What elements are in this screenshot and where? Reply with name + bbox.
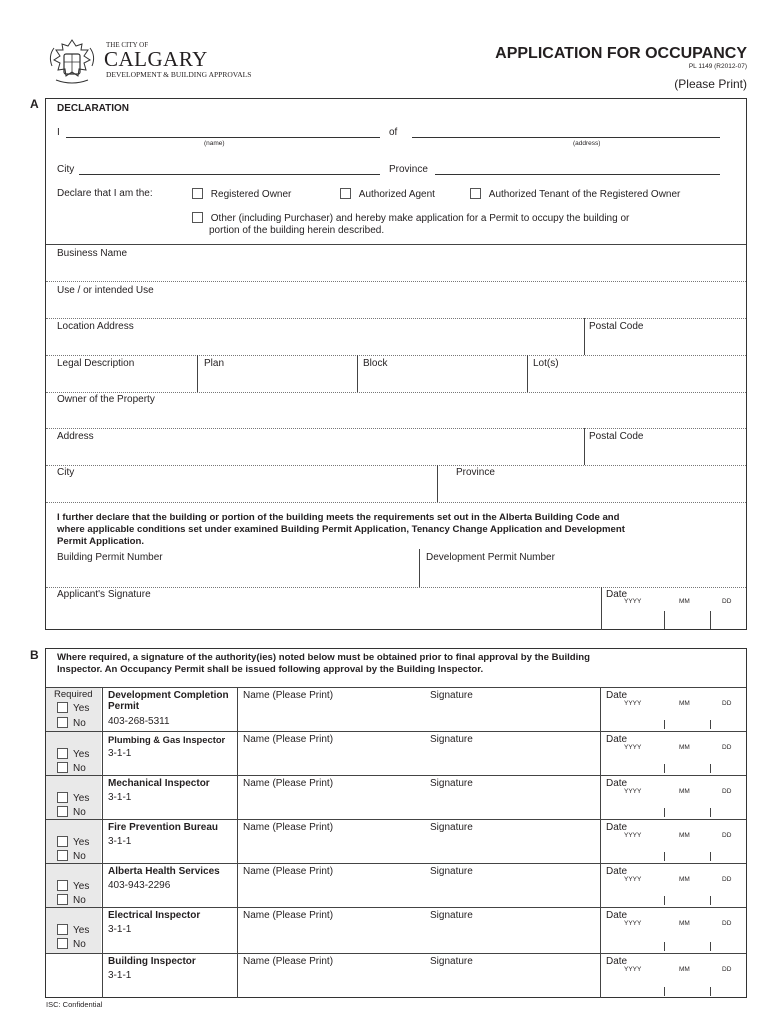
date-separator	[664, 852, 665, 861]
yes-checkbox[interactable]	[57, 880, 68, 891]
yyyy-caption: YYYY	[624, 966, 642, 973]
divider	[46, 428, 746, 429]
inspector-name-field[interactable]: Name (Please Print)	[243, 822, 334, 833]
city-of-label: THE CITY OF	[106, 41, 149, 49]
required-yes-option[interactable]	[57, 792, 89, 804]
required-no-option[interactable]	[57, 806, 86, 818]
authority-phone: 3-1-1	[108, 970, 132, 981]
city-label: City	[57, 164, 75, 175]
required-yes-option[interactable]	[57, 924, 89, 936]
legal-description-label: Legal Description	[57, 358, 135, 369]
form-title: APPLICATION FOR OCCUPANCY	[495, 45, 747, 62]
yes-label: Yes	[73, 793, 90, 804]
approval-date-field[interactable]: Date	[606, 866, 628, 877]
yes-label: Yes	[73, 925, 90, 936]
authority-phone: 3-1-1	[108, 836, 132, 847]
divider	[46, 465, 746, 466]
divider	[46, 392, 746, 393]
no-checkbox[interactable]	[57, 894, 68, 905]
location-postal-code-field[interactable]: Postal Code	[589, 321, 644, 332]
authorized-tenant-label: Authorized Tenant of the Registered Owner	[488, 189, 681, 200]
authorized-tenant-checkbox[interactable]	[470, 188, 481, 199]
plan-field[interactable]: Plan	[204, 358, 225, 369]
authority-name: Building Inspector	[108, 956, 196, 967]
other-checkbox[interactable]	[192, 212, 203, 223]
no-label: No	[73, 718, 86, 729]
applicant-address-field[interactable]	[412, 137, 720, 138]
no-label: No	[73, 939, 86, 950]
authority-phone: 403-943-2296	[108, 880, 171, 891]
owner-province-field[interactable]: Province	[456, 467, 495, 478]
divider	[46, 502, 746, 503]
authority-intro-line-1: Where required, a signature of the authority(ies) noted below must be obtained prior to final approval by the Building	[57, 652, 591, 663]
divider	[419, 549, 420, 587]
dd-caption: DD	[722, 920, 732, 927]
date-separator	[664, 896, 665, 905]
date-separator	[664, 942, 665, 951]
divider	[357, 355, 358, 392]
yes-checkbox[interactable]	[57, 792, 68, 803]
further-declaration-line-2: where applicable conditions set under examined Building Permit Application, Tenancy Change Application and Development	[57, 524, 625, 535]
no-checkbox[interactable]	[57, 806, 68, 817]
required-yes-option[interactable]	[57, 836, 89, 848]
authority-name: Mechanical Inspector	[108, 778, 210, 789]
yes-label: Yes	[73, 703, 90, 714]
yyyy-caption: YYYY	[624, 700, 642, 707]
department-name: DEVELOPMENT & BUILDING APPROVALS	[106, 70, 252, 79]
declaration-heading: DECLARATION	[57, 103, 130, 114]
applicant-city-field[interactable]	[79, 174, 380, 175]
inspector-name-field[interactable]: Name (Please Print)	[243, 956, 334, 967]
authority-row	[46, 863, 746, 907]
dd-caption: DD	[722, 788, 732, 795]
other-label-line-1: Other (including Purchaser) and hereby make application for a Permit to occupy the building or	[210, 213, 630, 224]
further-declaration-line-1: I further declare that the building or portion of the building meets the requirements set out in the Alberta Building Code and	[57, 512, 620, 523]
divider	[46, 318, 746, 319]
inspector-signature-field[interactable]: Signature	[430, 822, 473, 833]
mm-caption: MM	[679, 788, 690, 795]
applicant-name-field[interactable]	[66, 137, 380, 138]
date-separator	[710, 987, 711, 996]
authority-phone: 403-268-5311	[108, 716, 170, 727]
date-separator	[664, 611, 665, 629]
property-owner-field[interactable]: Owner of the Property	[57, 394, 155, 405]
authorized-agent-checkbox[interactable]	[340, 188, 351, 199]
block-field[interactable]: Block	[363, 358, 388, 369]
further-declaration-line-3: Permit Application.	[57, 536, 145, 547]
approval-date-field[interactable]: Date	[606, 690, 628, 701]
section-b	[45, 648, 747, 998]
required-yes-option[interactable]	[57, 702, 89, 714]
business-name-field[interactable]: Business Name	[57, 248, 128, 259]
intended-use-field[interactable]: Use / or intended Use	[57, 285, 154, 296]
no-checkbox[interactable]	[57, 717, 68, 728]
divider	[527, 355, 528, 392]
yyyy-caption: YYYY	[624, 788, 642, 795]
other-option[interactable]	[192, 212, 629, 224]
building-permit-number-field[interactable]: Building Permit Number	[57, 552, 163, 563]
authority-row	[46, 731, 746, 775]
date-separator	[664, 808, 665, 817]
inspector-name-field[interactable]: Name (Please Print)	[243, 778, 334, 789]
owner-address-field[interactable]: Address	[57, 431, 94, 442]
date-separator	[710, 852, 711, 861]
mm-caption: MM	[679, 966, 690, 973]
no-label: No	[73, 807, 86, 818]
address-caption: (address)	[573, 140, 601, 147]
inspector-name-field[interactable]: Name (Please Print)	[243, 690, 334, 701]
required-header: Required	[54, 689, 93, 700]
inspector-signature-field[interactable]: Signature	[430, 690, 473, 701]
inspector-signature-field[interactable]: Signature	[430, 866, 473, 877]
inspector-name-field[interactable]: Name (Please Print)	[243, 866, 334, 877]
date-dd-caption: DD	[722, 598, 732, 605]
section-a	[45, 98, 747, 630]
divider	[584, 428, 585, 465]
yyyy-caption: YYYY	[624, 832, 642, 839]
yes-checkbox[interactable]	[57, 924, 68, 935]
date-separator	[664, 764, 665, 773]
signature-date-label: Date	[606, 589, 628, 600]
section-a-letter: A	[30, 97, 39, 111]
no-checkbox[interactable]	[57, 762, 68, 773]
dd-caption: DD	[722, 744, 732, 751]
authority-name: Electrical Inspector	[108, 910, 201, 921]
yes-checkbox[interactable]	[57, 702, 68, 713]
authority-row	[46, 687, 746, 731]
dd-caption: DD	[722, 966, 732, 973]
yyyy-caption: YYYY	[624, 876, 642, 883]
applicant-signature-field[interactable]: Applicant's Signature	[57, 589, 151, 600]
registered-owner-option[interactable]	[192, 188, 291, 200]
yes-checkbox[interactable]	[57, 748, 68, 759]
declare-label: Declare that I am the:	[57, 188, 153, 199]
dd-caption: DD	[722, 876, 732, 883]
authority-phone: 3-1-1	[108, 748, 132, 759]
no-label: No	[73, 895, 86, 906]
inspector-name-field[interactable]: Name (Please Print)	[243, 734, 334, 745]
inspector-signature-field[interactable]: Signature	[430, 956, 473, 967]
authority-name: Alberta Health Services	[108, 866, 220, 877]
mm-caption: MM	[679, 744, 690, 751]
divider	[46, 281, 746, 282]
dd-caption: DD	[722, 700, 732, 707]
approval-date-field[interactable]: Date	[606, 910, 628, 921]
development-permit-number-field[interactable]: Development Permit Number	[426, 552, 555, 563]
registered-owner-checkbox[interactable]	[192, 188, 203, 199]
approval-date-field[interactable]: Date	[606, 956, 628, 967]
authority-intro-line-2: Inspector. An Occupancy Permit shall be issued following approval by the Building Inspector.	[57, 664, 484, 675]
authority-phone: 3-1-1	[108, 924, 132, 935]
divider	[437, 465, 438, 502]
no-label: No	[73, 851, 86, 862]
other-label-line-2: portion of the building herein described.	[209, 225, 385, 236]
date-separator	[710, 720, 711, 729]
authority-row	[46, 953, 746, 998]
authorized-tenant-option[interactable]	[470, 188, 680, 200]
divider	[46, 355, 746, 356]
required-yes-option[interactable]	[57, 748, 89, 760]
required-no-option[interactable]	[57, 762, 86, 774]
divider	[46, 587, 746, 588]
no-label: No	[73, 763, 86, 774]
registered-owner-label: Registered Owner	[210, 189, 292, 200]
inspector-signature-field[interactable]: Signature	[430, 734, 473, 745]
authority-name: Development Completion	[108, 690, 229, 701]
date-separator	[710, 764, 711, 773]
required-no-option[interactable]	[57, 938, 86, 950]
yyyy-caption: YYYY	[624, 744, 642, 751]
owner-city-field[interactable]: City	[57, 467, 75, 478]
date-mm-caption: MM	[679, 598, 690, 605]
divider	[46, 244, 746, 245]
yes-label: Yes	[73, 837, 90, 848]
mm-caption: MM	[679, 876, 690, 883]
authority-row	[46, 907, 746, 953]
required-yes-option[interactable]	[57, 880, 89, 892]
authority-row	[46, 819, 746, 863]
please-print: (Please Print)	[674, 77, 747, 91]
required-no-option[interactable]	[57, 894, 86, 906]
no-checkbox[interactable]	[57, 938, 68, 949]
location-address-field[interactable]: Location Address	[57, 321, 134, 332]
authorized-agent-option[interactable]	[340, 188, 435, 200]
approval-date-field[interactable]: Date	[606, 822, 628, 833]
divider	[601, 587, 602, 630]
section-b-letter: B	[30, 648, 39, 662]
authority-name-line-2: Permit	[108, 701, 140, 712]
date-separator	[664, 720, 665, 729]
date-separator	[664, 987, 665, 996]
approval-date-field[interactable]: Date	[606, 778, 628, 789]
mm-caption: MM	[679, 920, 690, 927]
date-yyyy-caption: YYYY	[624, 598, 642, 605]
yes-checkbox[interactable]	[57, 836, 68, 847]
dd-caption: DD	[722, 832, 732, 839]
inspector-signature-field[interactable]: Signature	[430, 778, 473, 789]
divider	[584, 318, 585, 355]
inspector-signature-field[interactable]: Signature	[430, 910, 473, 921]
city-name: CALGARY	[104, 47, 208, 71]
mm-caption: MM	[679, 700, 690, 707]
date-separator	[710, 611, 711, 629]
yes-label: Yes	[73, 749, 90, 760]
date-separator	[710, 942, 711, 951]
i-label: I	[57, 127, 60, 138]
required-no-option[interactable]	[57, 717, 86, 729]
province-label: Province	[389, 164, 428, 175]
authority-phone: 3-1-1	[108, 792, 132, 803]
form-code: PL 1149 (R2012-07)	[688, 63, 747, 70]
no-checkbox[interactable]	[57, 850, 68, 861]
name-caption: (name)	[204, 140, 225, 147]
divider	[197, 355, 198, 392]
inspector-name-field[interactable]: Name (Please Print)	[243, 910, 334, 921]
required-no-option[interactable]	[57, 850, 86, 862]
authorized-agent-label: Authorized Agent	[358, 189, 435, 200]
authority-name: Fire Prevention Bureau	[108, 822, 219, 833]
of-label: of	[389, 127, 398, 138]
authority-name: Plumbing & Gas Inspector	[108, 734, 226, 745]
yes-label: Yes	[73, 881, 90, 892]
date-separator	[710, 808, 711, 817]
date-separator	[710, 896, 711, 905]
confidential-footer: ISC: Confidential	[46, 1000, 103, 1009]
mm-caption: MM	[679, 832, 690, 839]
yyyy-caption: YYYY	[624, 920, 642, 927]
owner-postal-code-field[interactable]: Postal Code	[589, 431, 644, 442]
approval-date-field[interactable]: Date	[606, 734, 628, 745]
authority-row	[46, 775, 746, 819]
applicant-province-field[interactable]	[435, 174, 720, 175]
lots-field[interactable]: Lot(s)	[533, 358, 559, 369]
city-crest-logo	[46, 36, 98, 88]
